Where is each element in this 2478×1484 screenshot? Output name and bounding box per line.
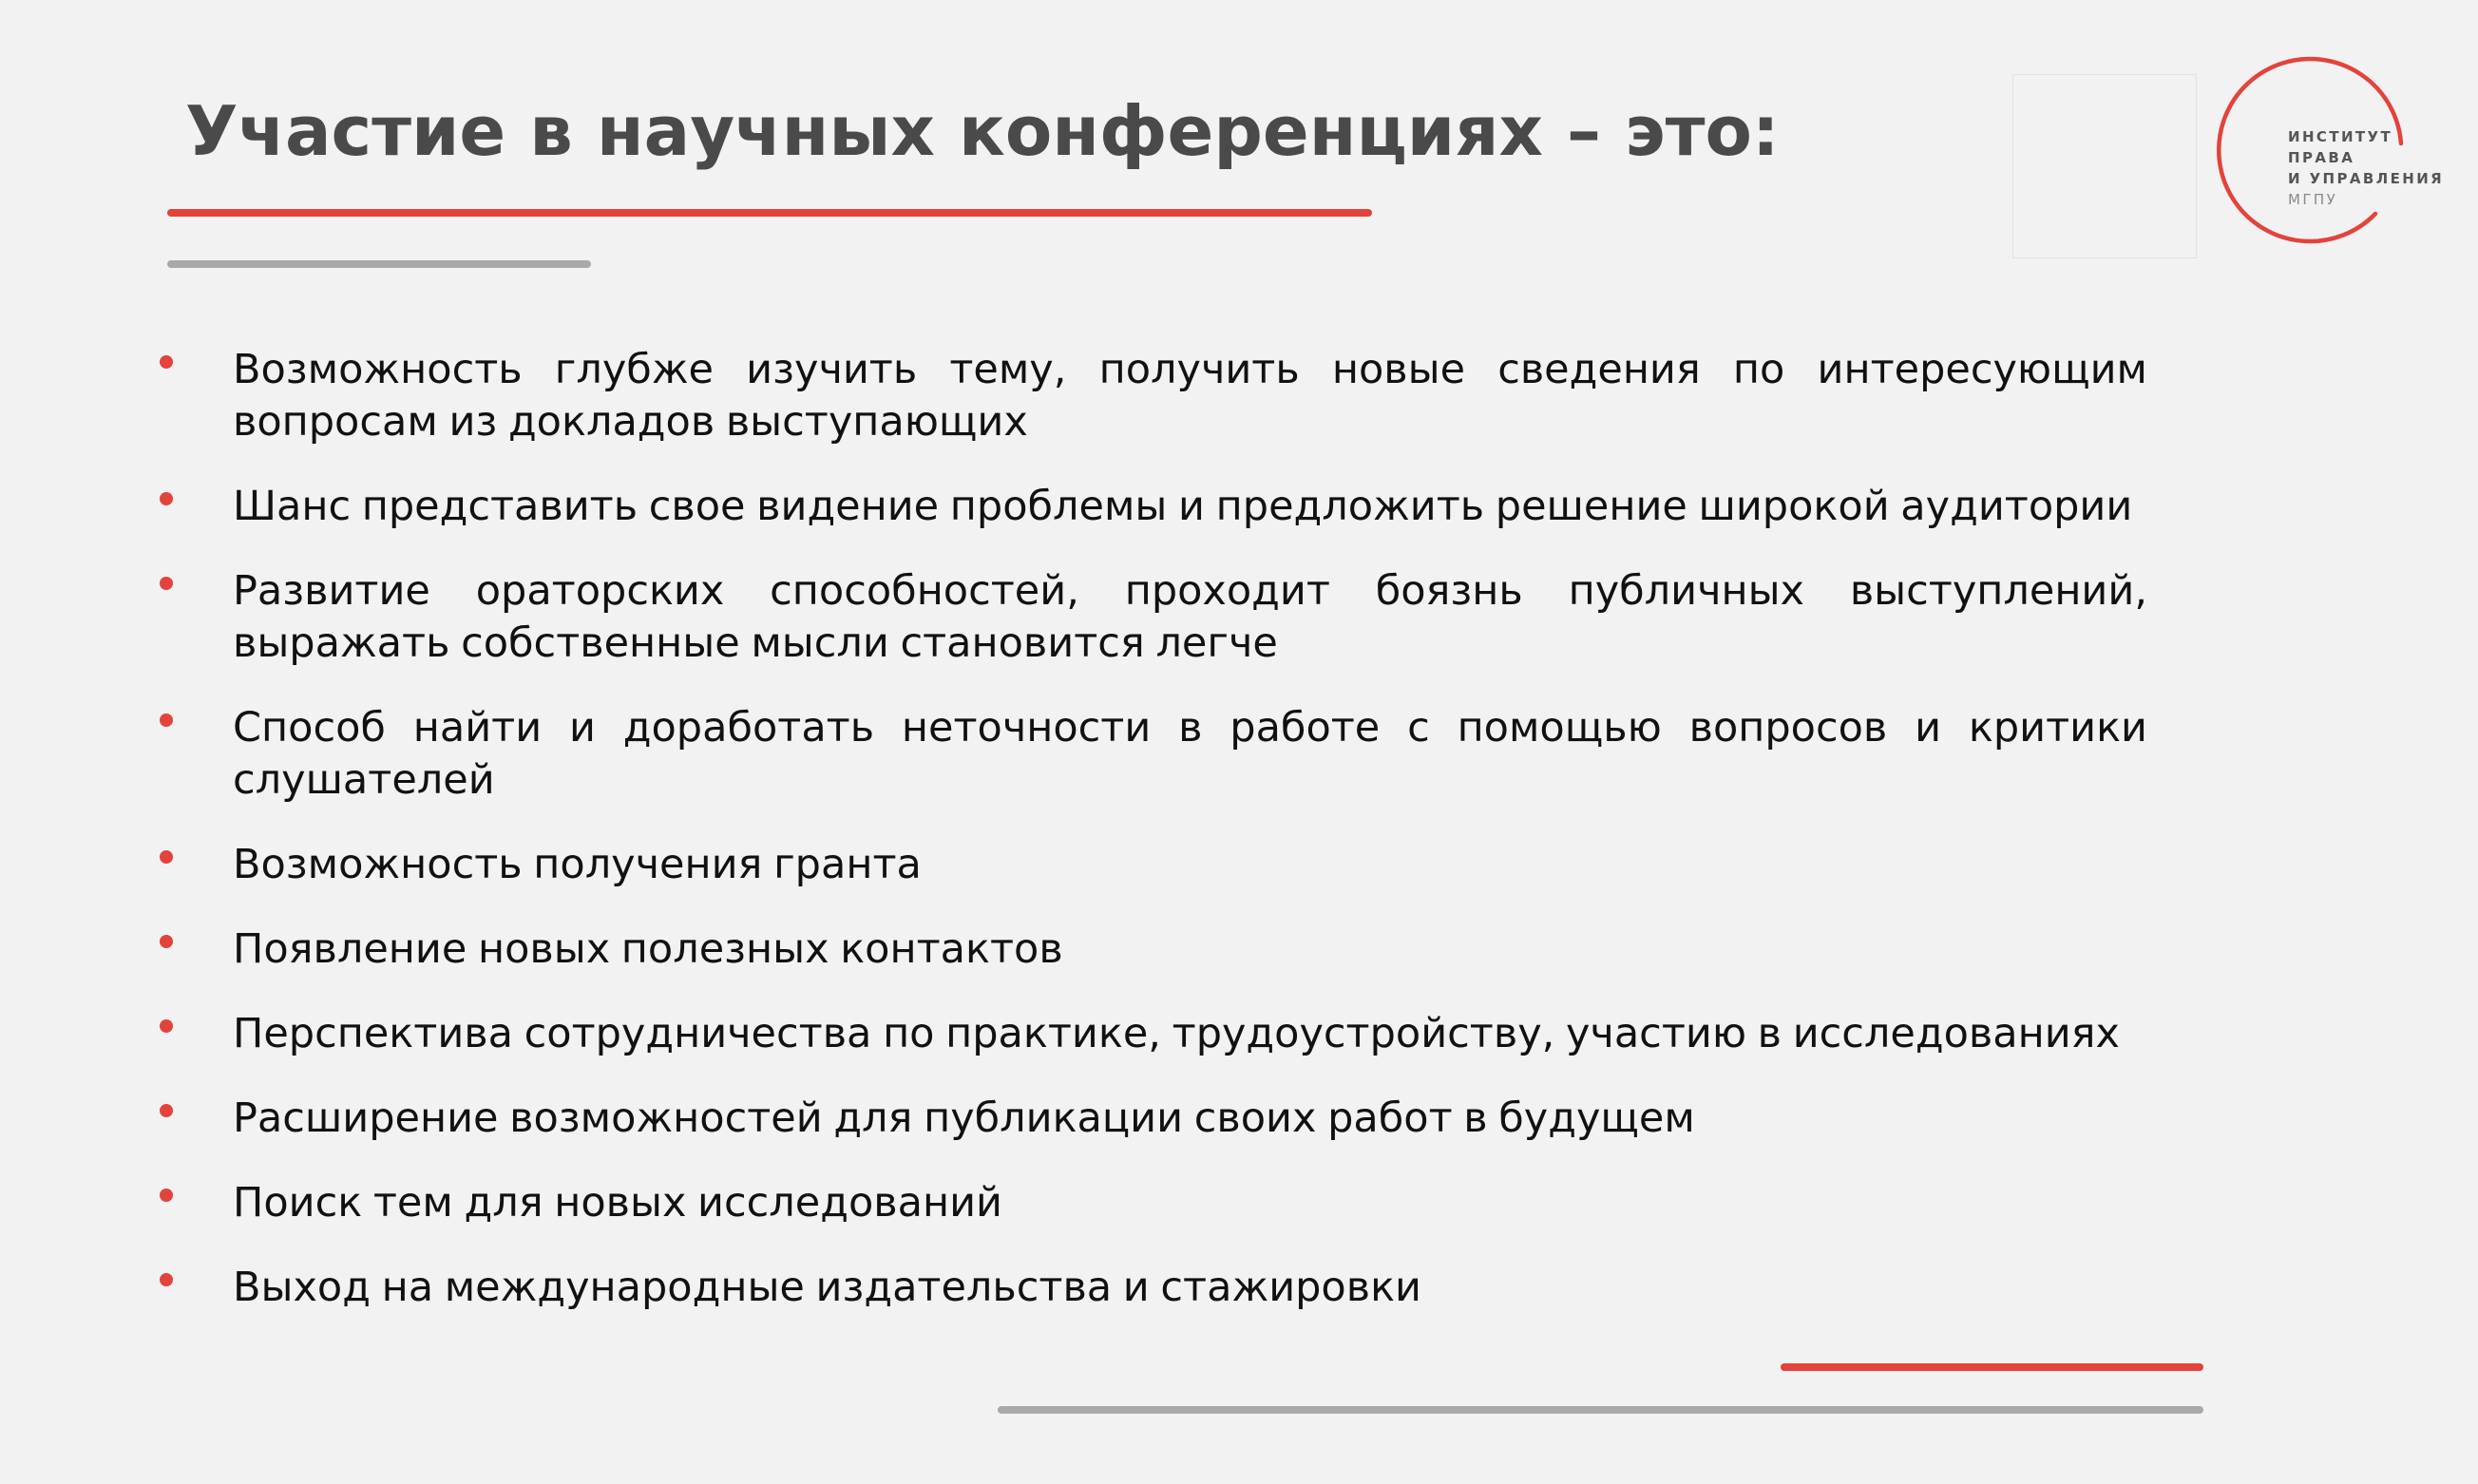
bullet-dot-icon: [160, 1189, 173, 1202]
bullet-dot-icon: [160, 577, 173, 590]
footer-rule-gray: [998, 1406, 2203, 1414]
logo-line-2: ПРАВА: [2288, 149, 2355, 166]
bullet-list: [152, 344, 2147, 1346]
title-underline-gray: [167, 260, 591, 268]
bullet-dot-icon: [160, 492, 173, 505]
list-item-text: Появление новых полезных контактов: [233, 925, 1063, 973]
bullet-dot-icon: [160, 713, 173, 727]
list-item: [152, 1008, 2147, 1060]
logo-text: [2288, 126, 2444, 210]
logo-line-4: МГПУ: [2288, 191, 2338, 208]
list-item: [152, 344, 2147, 448]
list-item-text: Выход на международные издательства и стажировки: [233, 1264, 1422, 1311]
list-item: [152, 702, 2147, 807]
list-item-text: Перспектива сотрудничества по практике, трудоустройству, участию в исследованиях: [233, 1010, 2120, 1057]
list-item-text: Шанс представить свое видение проблемы и предложить решение широкой аудитории: [233, 483, 2133, 530]
list-item-text: Возможность получения гранта: [233, 841, 922, 888]
list-item-text: Расширение возможностей для публикации своих работ в будущем: [233, 1094, 1695, 1142]
list-item-text: Развитие ораторских способностей, проходит боязнь публичных выступлений, выражать собственные мысли становится легче: [233, 567, 2147, 667]
bullet-dot-icon: [160, 850, 173, 864]
slide-title: Участие в научных конференциях – это:: [185, 91, 1780, 171]
bullet-dot-icon: [160, 355, 173, 369]
list-item-text: Способ найти и доработать неточности в работе с помощью вопросов и критики слушателей: [233, 704, 2147, 804]
list-item-text: Возможность глубже изучить тему, получить новые сведения по интересующим вопросам из докладов выступающих: [233, 346, 2147, 446]
list-item-text: Поиск тем для новых исследований: [233, 1179, 1002, 1227]
logo-frame: [2012, 74, 2197, 258]
logo-line-3: И УПРАВЛЕНИЯ: [2288, 170, 2445, 187]
list-item: [152, 565, 2147, 670]
list-item: [152, 839, 2147, 891]
bullet-dot-icon: [160, 1273, 173, 1286]
list-item: [152, 1262, 2147, 1314]
list-item: [152, 481, 2147, 533]
bullet-dot-icon: [160, 1104, 173, 1117]
list-item: [152, 923, 2147, 976]
list-item: [152, 1093, 2147, 1145]
footer-rule-red: [1781, 1363, 2203, 1371]
title-underline-red: [167, 209, 1372, 217]
list-item: [152, 1177, 2147, 1229]
logo-line-1: ИНСТИТУТ: [2288, 128, 2393, 145]
bullet-dot-icon: [160, 1019, 173, 1033]
bullet-dot-icon: [160, 935, 173, 948]
